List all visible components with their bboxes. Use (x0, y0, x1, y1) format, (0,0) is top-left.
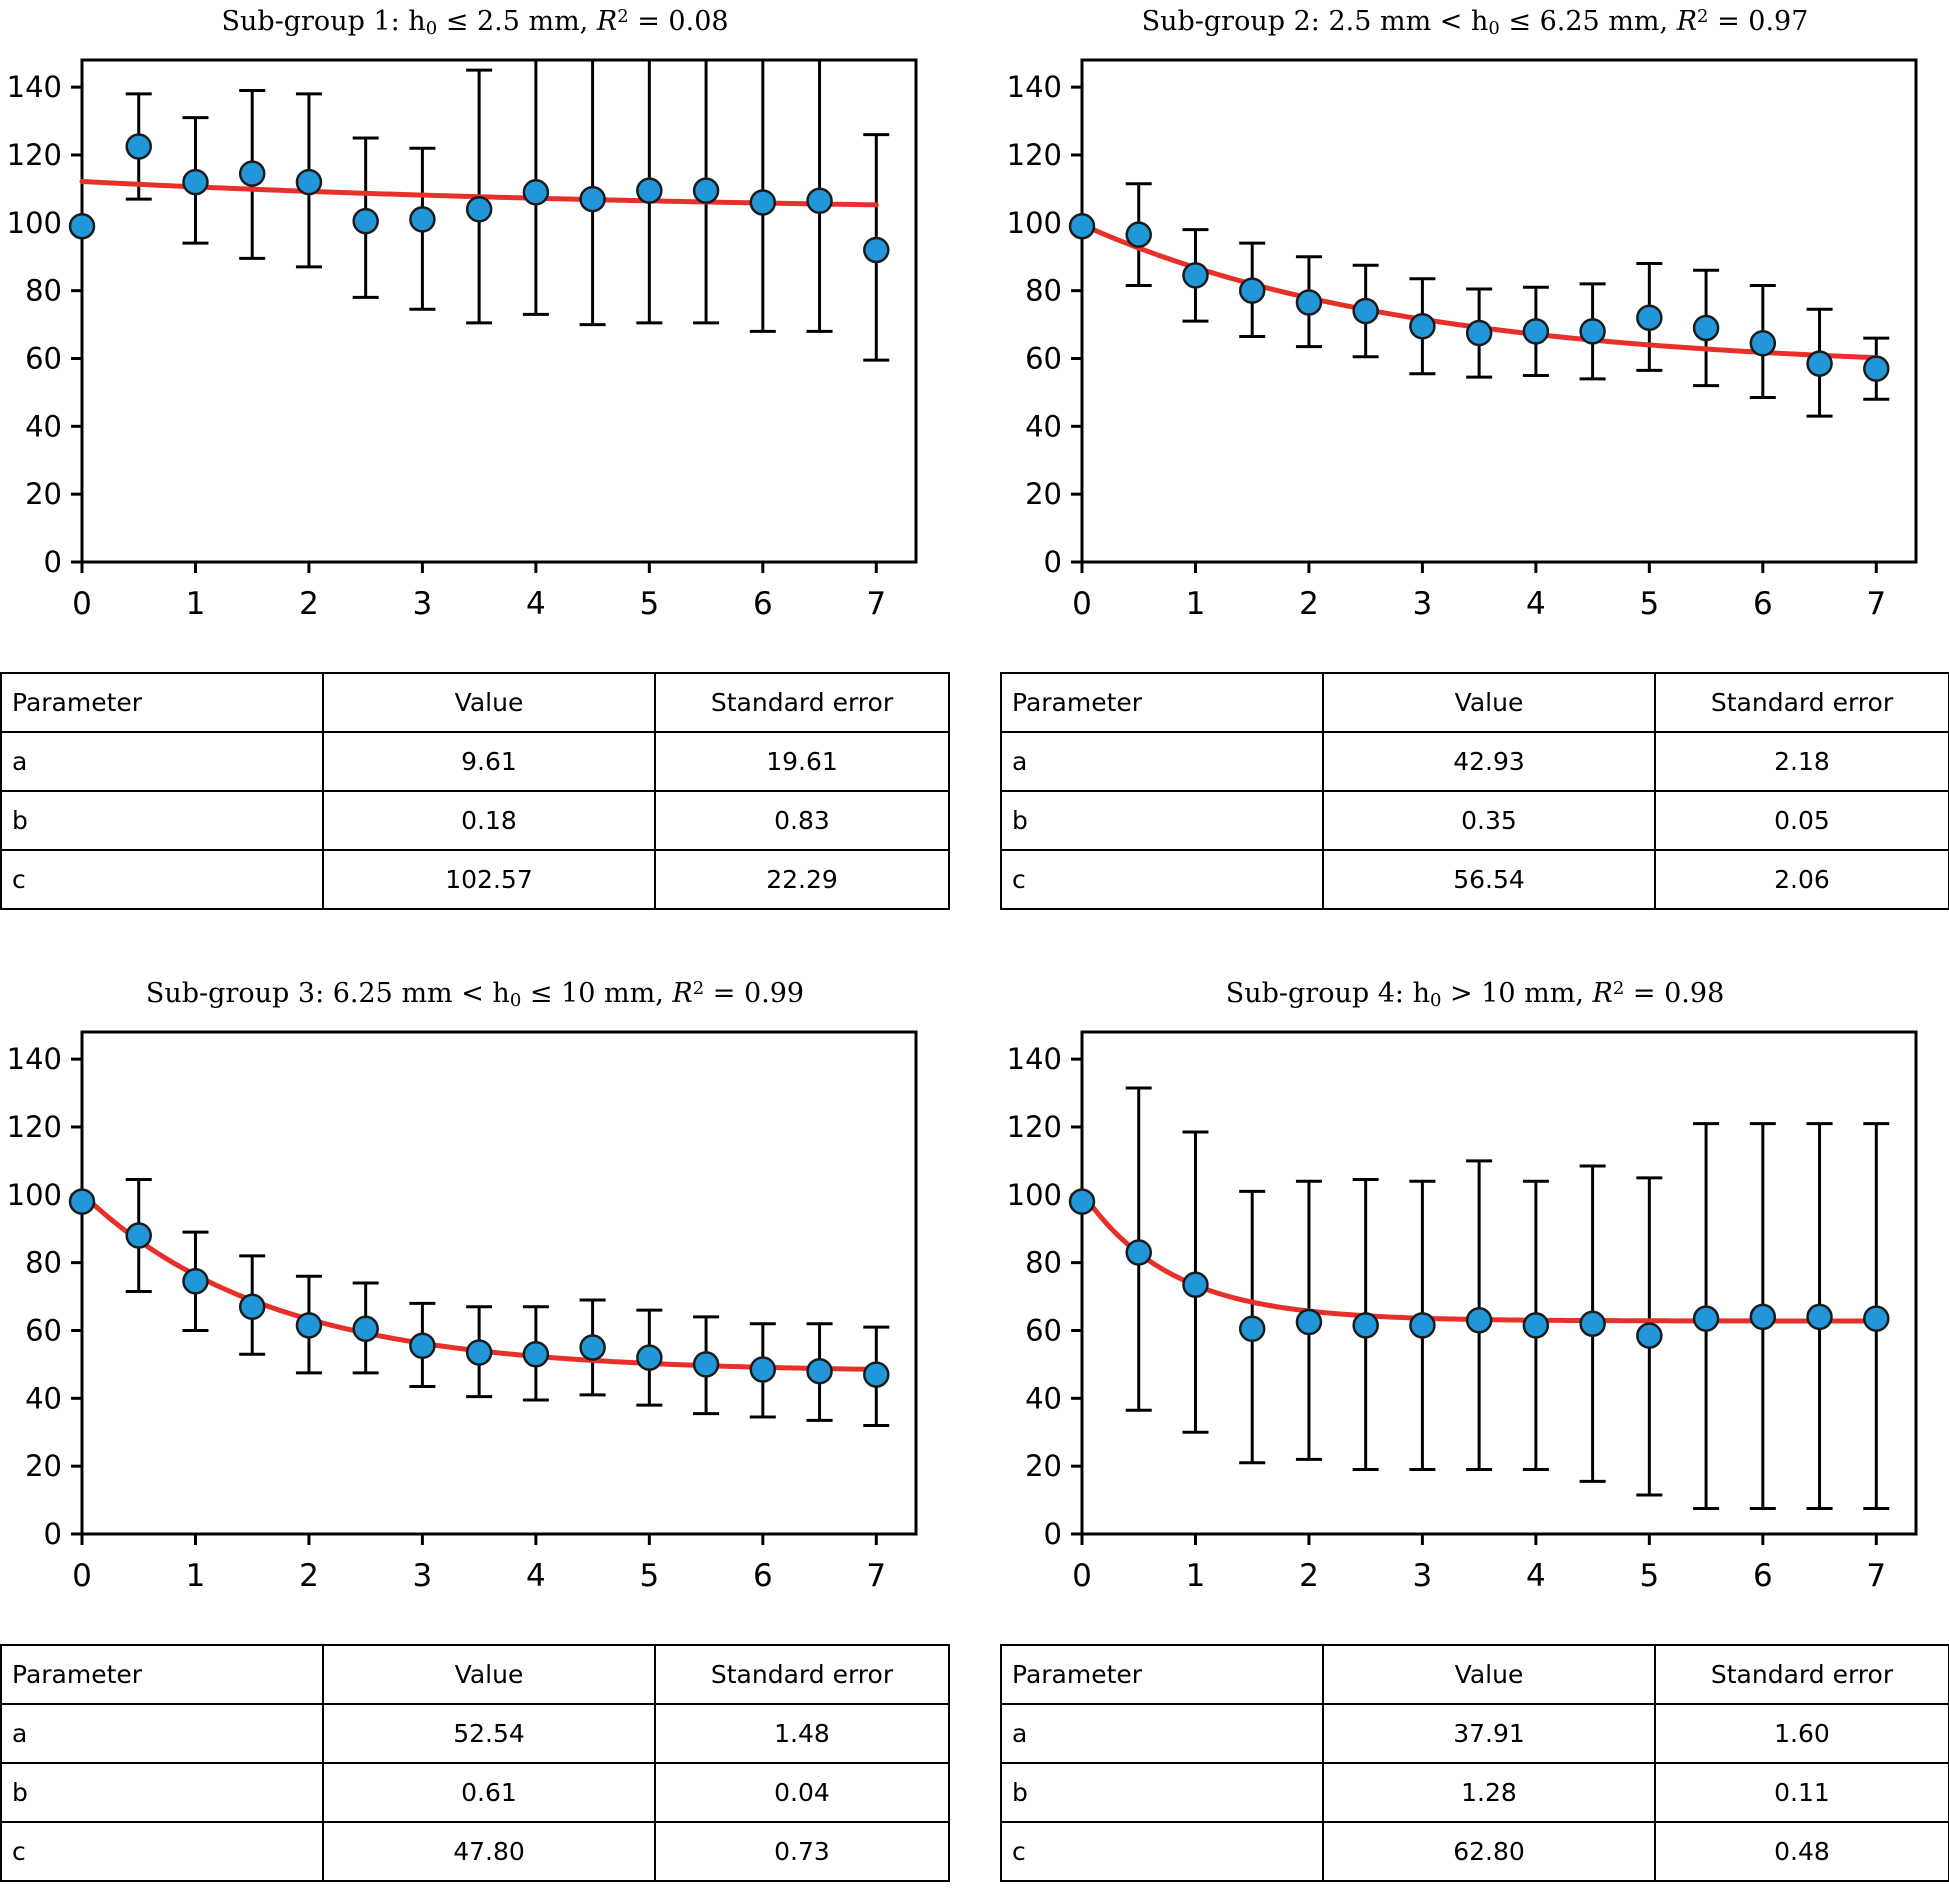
table-row (1, 850, 949, 909)
svg-text:140: 140 (1006, 1042, 1062, 1077)
column-header-standard-error: Standard error (655, 673, 949, 732)
svg-text:140: 140 (1006, 70, 1062, 105)
chart-area-4 (1000, 1014, 1949, 1634)
title-superscript: 2 (617, 6, 629, 27)
column-header-value: Value (323, 1645, 655, 1704)
cell-standard-error: 0.83 (655, 791, 949, 850)
table-row (1001, 1763, 1949, 1822)
svg-text:140: 140 (6, 70, 62, 105)
table-row (1001, 850, 1949, 909)
svg-text:2: 2 (299, 1558, 319, 1594)
svg-text:40: 40 (1025, 409, 1062, 444)
param-table-2 (1000, 672, 1949, 910)
title-suffix: = 0.99 (704, 978, 805, 1009)
table-row (1001, 791, 1949, 850)
svg-text:20: 20 (25, 477, 62, 512)
column-header-standard-error: Standard error (1655, 1645, 1949, 1704)
title-middle: ≤ 2.5 mm, (437, 6, 597, 37)
cell-value: 0.61 (323, 1763, 655, 1822)
cell-parameter: c (1, 1822, 323, 1881)
cell-value: 0.35 (1323, 791, 1655, 850)
svg-text:120: 120 (6, 1109, 62, 1144)
scatter-plot-1 (0, 42, 950, 662)
cell-parameter: c (1001, 850, 1323, 909)
cell-standard-error: 0.04 (655, 1763, 949, 1822)
cell-parameter: a (1, 732, 323, 791)
svg-text:3: 3 (412, 586, 433, 622)
column-header-standard-error: Standard error (655, 1645, 949, 1704)
title-subscript: 0 (509, 990, 522, 1011)
cell-parameter: a (1001, 1704, 1323, 1763)
svg-text:3: 3 (1412, 586, 1433, 622)
panel-sub-group-1 (0, 0, 950, 910)
table-header-row (1001, 673, 1949, 732)
svg-text:120: 120 (1006, 137, 1062, 172)
chart-title-2 (1000, 0, 1949, 39)
svg-text:0: 0 (72, 586, 92, 622)
svg-text:6: 6 (1752, 1558, 1773, 1594)
title-subscript: 0 (1429, 990, 1442, 1011)
svg-text:0: 0 (1072, 1558, 1092, 1594)
cell-value: 52.54 (323, 1704, 655, 1763)
title-r: R (596, 6, 618, 37)
cell-value: 42.93 (1323, 732, 1655, 791)
svg-text:4: 4 (1526, 1558, 1546, 1594)
title-r: R (1676, 6, 1698, 37)
svg-text:1: 1 (185, 586, 206, 622)
svg-text:0: 0 (43, 545, 62, 579)
title-middle: > 10 mm, (1441, 978, 1593, 1009)
svg-text:3: 3 (1412, 1558, 1433, 1594)
table-row (1, 732, 949, 791)
cell-parameter: b (1001, 1763, 1323, 1822)
svg-text:2: 2 (1299, 1558, 1319, 1594)
cell-value: 0.18 (323, 791, 655, 850)
cell-standard-error: 0.73 (655, 1822, 949, 1881)
chart-title-4 (1000, 972, 1949, 1011)
cell-standard-error: 0.05 (1655, 791, 1949, 850)
table-header-row (1, 673, 949, 732)
cell-parameter: a (1, 1704, 323, 1763)
cell-parameter: b (1, 791, 323, 850)
svg-text:100: 100 (1006, 1177, 1062, 1212)
svg-text:5: 5 (639, 586, 660, 622)
table-row (1, 791, 949, 850)
svg-text:100: 100 (6, 1177, 62, 1212)
panel-sub-group-3 (0, 972, 950, 1882)
title-prefix: Sub-group 3: 6.25 mm < h (145, 978, 510, 1009)
chart-title-3 (0, 972, 950, 1011)
cell-standard-error: 2.18 (1655, 732, 1949, 791)
title-suffix: = 0.97 (1708, 6, 1809, 37)
title-prefix: Sub-group 4: h (1225, 978, 1430, 1009)
svg-text:100: 100 (6, 205, 62, 240)
column-header-value: Value (323, 673, 655, 732)
svg-text:7: 7 (866, 586, 887, 622)
svg-text:60: 60 (1025, 341, 1062, 376)
table-header-row (1, 1645, 949, 1704)
svg-text:120: 120 (1006, 1109, 1062, 1144)
svg-text:2: 2 (1299, 586, 1319, 622)
svg-text:5: 5 (1639, 1558, 1660, 1594)
svg-text:60: 60 (25, 1313, 62, 1348)
cell-value: 9.61 (323, 732, 655, 791)
svg-text:4: 4 (526, 586, 546, 622)
svg-text:120: 120 (6, 137, 62, 172)
cell-standard-error: 1.48 (655, 1704, 949, 1763)
title-r: R (1592, 978, 1613, 1009)
title-r: R (672, 978, 693, 1009)
cell-standard-error: 1.60 (1655, 1704, 1949, 1763)
svg-text:2: 2 (299, 586, 319, 622)
title-prefix: Sub-group 2: 2.5 mm < h (1141, 6, 1489, 37)
panel-sub-group-2 (1000, 0, 1949, 910)
cell-parameter: b (1, 1763, 323, 1822)
column-header-parameter: Parameter (1, 673, 323, 732)
column-header-value: Value (1323, 673, 1655, 732)
svg-text:0: 0 (1072, 586, 1092, 622)
svg-text:0: 0 (72, 1558, 92, 1594)
panel-sub-group-4 (1000, 972, 1949, 1882)
svg-text:0: 0 (1043, 1517, 1062, 1551)
chart-area-2 (1000, 42, 1949, 662)
column-header-standard-error: Standard error (1655, 673, 1949, 732)
svg-text:6: 6 (752, 1558, 773, 1594)
chart-title-1 (0, 0, 950, 39)
svg-text:40: 40 (25, 1381, 62, 1416)
chart-area-3 (0, 1014, 950, 1634)
cell-value: 102.57 (323, 850, 655, 909)
svg-text:5: 5 (639, 1558, 660, 1594)
svg-text:80: 80 (1025, 273, 1062, 308)
cell-value: 47.80 (323, 1822, 655, 1881)
title-middle: ≤ 10 mm, (521, 978, 673, 1009)
cell-value: 37.91 (1323, 1704, 1655, 1763)
svg-text:6: 6 (1752, 586, 1773, 622)
cell-parameter: b (1001, 791, 1323, 850)
column-header-parameter: Parameter (1, 1645, 323, 1704)
svg-text:4: 4 (526, 1558, 546, 1594)
cell-value: 1.28 (1323, 1763, 1655, 1822)
svg-text:1: 1 (1185, 586, 1206, 622)
param-table-4 (1000, 1644, 1949, 1882)
table-row (1001, 1822, 1949, 1881)
svg-text:80: 80 (25, 273, 62, 308)
cell-value: 62.80 (1323, 1822, 1655, 1881)
svg-text:3: 3 (412, 1558, 433, 1594)
scatter-plot-4 (1000, 1014, 1949, 1634)
table-row (1, 1822, 949, 1881)
cell-standard-error: 2.06 (1655, 850, 1949, 909)
svg-text:7: 7 (1866, 1558, 1887, 1594)
chart-area-1 (0, 42, 950, 662)
cell-parameter: c (1001, 1822, 1323, 1881)
svg-text:4: 4 (1526, 586, 1546, 622)
svg-text:0: 0 (43, 1517, 62, 1551)
title-middle: ≤ 6.25 mm, (1499, 6, 1677, 37)
column-header-parameter: Parameter (1001, 673, 1323, 732)
svg-text:6: 6 (752, 586, 773, 622)
svg-text:5: 5 (1639, 586, 1660, 622)
svg-text:100: 100 (1006, 205, 1062, 240)
scatter-plot-3 (0, 1014, 950, 1634)
title-subscript: 0 (425, 18, 438, 39)
svg-text:7: 7 (866, 1558, 887, 1594)
cell-standard-error: 0.48 (1655, 1822, 1949, 1881)
svg-text:40: 40 (25, 409, 62, 444)
param-table-3 (0, 1644, 950, 1882)
svg-text:80: 80 (25, 1245, 62, 1280)
svg-text:7: 7 (1866, 586, 1887, 622)
cell-standard-error: 22.29 (655, 850, 949, 909)
svg-text:20: 20 (1025, 1449, 1062, 1484)
svg-text:40: 40 (1025, 1381, 1062, 1416)
cell-standard-error: 19.61 (655, 732, 949, 791)
title-prefix: Sub-group 1: h (221, 6, 426, 37)
table-row (1, 1763, 949, 1822)
svg-text:1: 1 (1185, 1558, 1206, 1594)
column-header-parameter: Parameter (1001, 1645, 1323, 1704)
svg-text:20: 20 (1025, 477, 1062, 512)
title-superscript: 2 (1697, 6, 1709, 27)
cell-standard-error: 0.11 (1655, 1763, 1949, 1822)
table-header-row (1001, 1645, 1949, 1704)
column-header-value: Value (1323, 1645, 1655, 1704)
svg-text:20: 20 (25, 1449, 62, 1484)
scatter-plot-2 (1000, 42, 1949, 662)
table-row (1001, 1704, 1949, 1763)
param-table-1 (0, 672, 950, 910)
cell-parameter: a (1001, 732, 1323, 791)
svg-text:1: 1 (185, 1558, 206, 1594)
svg-text:60: 60 (25, 341, 62, 376)
title-superscript: 2 (1612, 978, 1625, 999)
title-suffix: = 0.08 (628, 6, 729, 37)
title-superscript: 2 (692, 978, 705, 999)
svg-text:80: 80 (1025, 1245, 1062, 1280)
cell-parameter: c (1, 850, 323, 909)
svg-text:140: 140 (6, 1042, 62, 1077)
svg-text:60: 60 (1025, 1313, 1062, 1348)
title-subscript: 0 (1488, 18, 1500, 39)
table-row (1001, 732, 1949, 791)
cell-value: 56.54 (1323, 850, 1655, 909)
svg-text:0: 0 (1043, 545, 1062, 579)
table-row (1, 1704, 949, 1763)
title-suffix: = 0.98 (1624, 978, 1725, 1009)
